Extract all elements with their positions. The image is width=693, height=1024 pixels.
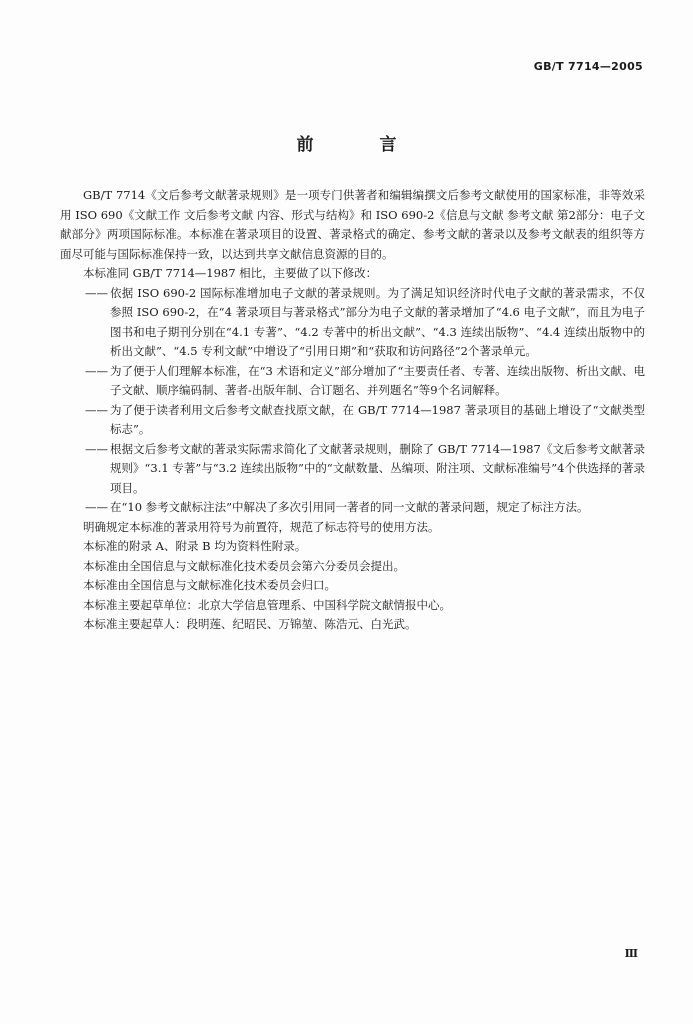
note-drafters: 本标准主要起草人：段明莲、纪昭民、万锦堃、陈浩元、白光武。	[83, 617, 417, 631]
dash-marker: ——	[85, 500, 108, 514]
standard-code: GB/T 7714—2005	[533, 60, 643, 73]
note-drafting-units: 本标准主要起草单位：北京大学信息管理系、中国科学院文献情报中心。	[83, 597, 451, 612]
list-item-text: 根据文后参考文献的著录实际需求简化了文献著录规则，删除了 GB/T 7714—1987《文后参考文献著录规则》“3.1 专著”与“3.2 连续出版物”中的“文献数量、丛编项、附注项、文献标准编号”4个供选择的著录项目。	[110, 441, 645, 495]
list-item	[60, 401, 645, 440]
dash-marker: ——	[85, 363, 108, 378]
list-item	[60, 284, 645, 362]
note-administrator: 本标准由全国信息与文献标准化技术委员会归口。	[83, 578, 336, 592]
list-item	[60, 498, 645, 518]
note-proposer: 本标准由全国信息与文献标准化技术委员会第六分委员会提出。	[83, 558, 405, 573]
list-item	[60, 362, 645, 401]
changes-list	[60, 284, 645, 518]
dash-marker: ——	[85, 285, 108, 300]
closing-paragraph: 明确规定本标准的著录用符号为前置符，规范了标志符号的使用方法。	[83, 519, 440, 534]
note-appendix: 本标准的附录 A、附录 B 均为资料性附录。	[83, 539, 307, 553]
page-number: Ⅲ	[624, 947, 638, 960]
changes-lead-paragraph: 本标准同 GB/T 7714—1987 相比，主要做了以下修改：	[83, 266, 378, 280]
dash-marker: ——	[85, 441, 108, 456]
list-item-text: 依据 ISO 690-2 国际标准增加电子文献的著录规则。为了满足知识经济时代电子文献的著录需求，不仅参照 ISO 690-2，在“4 著录项目与著录格式”部分为电子文献的著录增加了“4.6 电子文献”，而且为电子图书和电子期刊分别在“4.1 专著”、“4.2 专著中的析出文献”、“4.3 连续出版物”、“4.4 连续出版物中的析出文献”、“4.5 专利文献”中增设了“引用日期”和“获取和访问路径”2个著录单元。	[110, 285, 645, 358]
document-body	[60, 186, 645, 635]
intro-paragraph: GB/T 7714《文后参考文献著录规则》是一项专门供著者和编辑编撰文后参考文献使用的国家标准，非等效采用 ISO 690《文献工作 文后参考文献 内容、形式与结构》和 ISO 690-2《信息与文献 参考文献 第2部分：电子文献部分》两项国际标准。本标准在著录项目的设置、著录格式的确定、参考文献的著录以及参考文献表的组织等方面尽可能与国际标准保持一致，以达到共享文献信息资源的目的。	[60, 188, 645, 261]
page-title: 前 言	[296, 135, 427, 155]
list-item	[60, 440, 645, 499]
list-item-text: 在“10 参考文献标注法”中解决了多次引用同一著者的同一文献的著录问题，规定了标注方法。	[110, 500, 589, 514]
list-item-text: 为了便于读者利用文后参考文献查找原文献，在 GB/T 7714—1987 著录项目的基础上增设了“文献类型标志”。	[110, 402, 645, 436]
list-item-text: 为了便于人们理解本标准，在“3 术语和定义”部分增加了“主要责任者、专著、连续出版物、析出文献、电子文献、顺序编码制、著者-出版年制、合订题名、并列题名”等9个名词解释。	[110, 363, 645, 397]
dash-marker: ——	[85, 402, 108, 417]
